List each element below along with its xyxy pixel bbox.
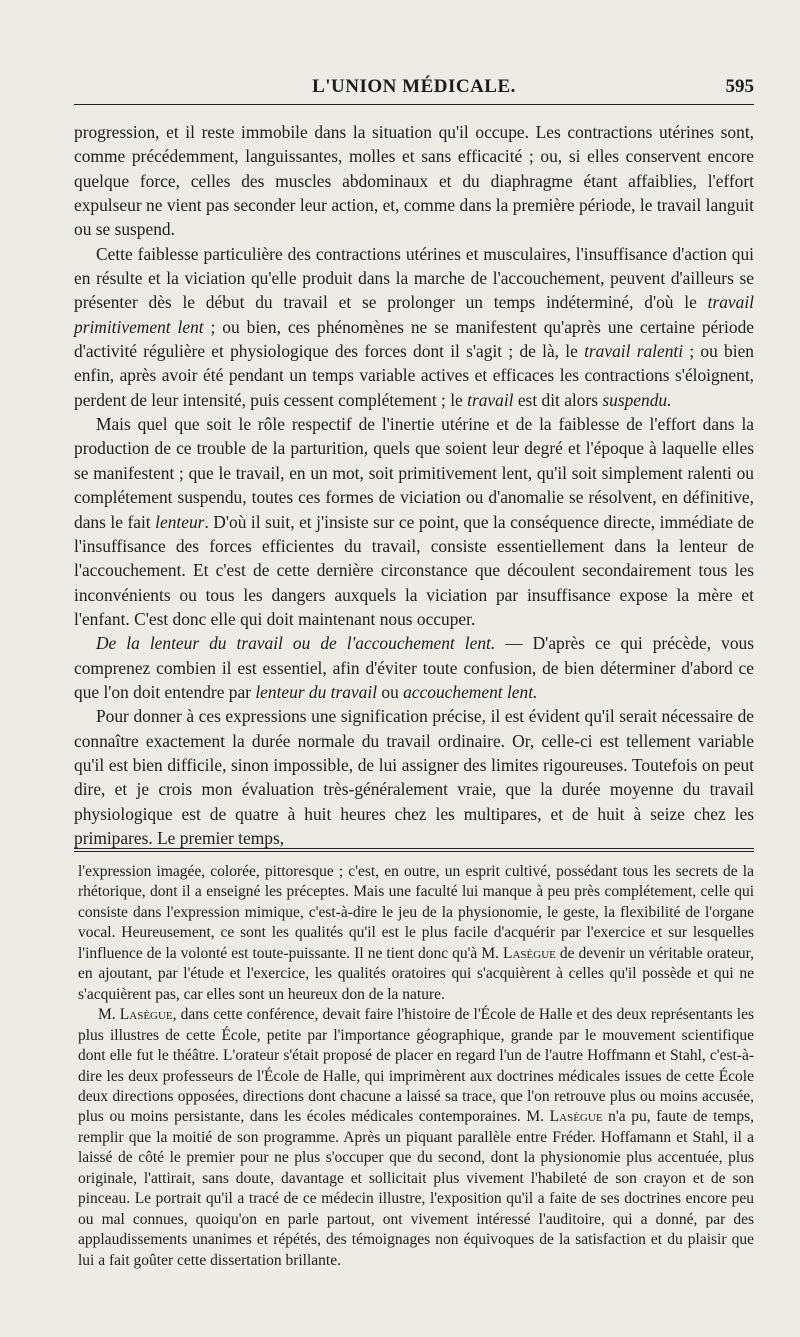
paragraph-5: Pour donner à ces expressions une signification précise, il est évident qu'il serait nécessaire de connaître exactement la durée normale du travail ordinaire. Or, celle-ci est tellement variable qu'il est bien difficile, sinon impossible, de lui assigner des limites rigoureuses. Toutefois on peut dire, et je crois mon évaluation très-généralement vraie, que la durée moyenne du travail physiologique est de quatre à huit heures chez les multipares, et de huit à seize chez les primipares. Le premier temps,: [74, 706, 754, 848]
paragraph-3: Mais quel que soit le rôle respectif de l'inertie utérine et de la faiblesse de l'effort dans la production de ce trouble de la parturition, quels que soient leur degré et l'époque à laquelle elles se manifestent ; que le travail, en un mot, soit primitivement lent, qu'il soit simplement ralenti ou complétement suspendu, toutes ces formes de viciation ou d'anomalie se résolvent, en définitive, dans le fait lenteur. D'où il suit, et j'insiste sur ce point, que la conséquence directe, immédiate de l'insuffisance des forces efficientes du travail, consiste essentiellement dans la lenteur de l'accouchement. Et c'est de cette dernière circonstance que découlent secondairement tous les inconvénients ou tous les dangers auxquels la viciation par insuffisance expose la mère et l'enfant. C'est donc elle qui doit maintenant nous occuper.: [74, 414, 754, 629]
paragraph-2: Cette faiblesse particulière des contractions utérines et musculaires, l'insuffisance d'action qui en résulte et la viciation qu'elle produit dans la marche de l'accouchement, peuvent d'ailleurs se présenter dès le début du travail et se prolonger un temps indéterminé, d'où le travail primitivement lent ; ou bien, ces phénomènes ne se manifestent qu'après une certaine période d'activité régulière et physiologique des forces dont il s'agit ; de là, le travail ralenti ; ou bien enfin, après avoir été pendant un temps variable actives et efficaces les contractions s'éloignent, perdent de leur intensité, puis cessent complétement ; le travail est dit alors suspendu.: [74, 243, 754, 410]
running-header: [74, 76, 754, 104]
page-number: 595: [725, 76, 754, 97]
main-article-text: [74, 120, 754, 850]
emphasis-lenteur: lenteur: [155, 511, 205, 532]
emphasis-accouchement-lent: accouchement lent.: [403, 681, 538, 702]
journal-title: L'UNION MÉDICALE.: [312, 76, 516, 97]
feuilleton-text: [78, 862, 754, 1271]
author-name: M. Lasègue: [526, 1108, 603, 1126]
section-heading: De la lenteur du travail ou de l'accouchement lent.: [96, 633, 496, 654]
feuilleton-paragraph-2: M. Lasègue, dans cette conférence, devait faire l'histoire de l'École de Halle et des deux représentants les plus illustres de cette École, petite par l'importance géographique, grande par le mouvement scientifique dont elle fut le théâtre. L'orateur s'était proposé de placer en regard l'un de l'autre Hoffmann et Stahl, c'est-à-dire les deux professeurs de l'École de Halle, qui imprimèrent aux doctrines médicales issues de cette École deux directions opposées, directions dont chacune a laissé sa trace, que l'on retrouve plus ou moins accusée, plus ou moins persistante, dans les écoles médicales contemporaines. M. Lasègue n'a pu, faute de temps, remplir que la moitié de son programme. Après un piquant parallèle entre Fréder. Hoffamann et Stahl, il a laissé de côté le premier pour ne plus s'occuper que du second, dont la physionomie plus accentuée, plus originale, l'attirait, sans doute, davantage et sollicitait plus vivement l'habileté de son crayon et de son pinceau. Le portrait qu'il a tracé de ce médecin illustre, l'exposition qu'il a faite de ses doctrines encore peu ou mal connues, quoiqu'on en parle partout, ont vivement intéressé l'auditoire, qui a donné, par des applaudissements unanimes et répétés, des témoignages non équivoques de la satisfaction et du plaisir que lui a fait goûter cette dissertation brillante.: [78, 1006, 754, 1269]
emphasis-lenteur-du-travail: lenteur du travail: [255, 681, 378, 702]
author-name: M. Lasègue: [481, 944, 556, 962]
emphasis-suspendu: suspendu.: [602, 389, 672, 410]
emphasis-travail-ralenti: travail ralenti: [584, 341, 684, 362]
header-rule: [74, 104, 754, 105]
paragraph-1: progression, et il reste immobile dans la situation qu'il occupe. Les contractions utérines sont, comme précédemment, languissantes, molles et sans efficacité ; ou, si elles conservent encore quelque force, celles des muscles abdominaux et du diaphragme étant affaiblies, l'effort expulseur ne vient pas seconder leur action, et, comme dans la première période, le travail languit ou se suspend.: [74, 122, 754, 240]
feuilleton-rule: [74, 848, 754, 852]
paragraph-4: De la lenteur du travail ou de l'accouchement lent. — D'après ce qui précède, vous comprenez combien il est essentiel, afin d'éviter toute confusion, de bien déterminer d'abord ce que l'on doit entendre par lenteur du travail ou accouchement lent.: [74, 633, 754, 702]
feuilleton-paragraph-1: l'expression imagée, colorée, pittoresque ; c'est, en outre, un esprit cultivé, possédant tous les secrets de la rhétorique, dont il a enseigné les préceptes. Mais une faculté lui manque à peu près complétement, celle qui consiste dans l'expression mimique, c'est-à-dire le jeu de la physionomie, le geste, la flexibilité de l'organe vocal. Heureusement, ce sont les qualités qu'il est le plus facile d'acquérir par l'exercice et sur lesquelles l'influence de la volonté est toute-puissante. Il ne tient donc qu'à M. Lasègue de devenir un véritable orateur, en ajoutant, par l'étude et l'exercice, les qualités oratoires qui s'acquièrent à celles qu'il possède et qui ne s'acquièrent pas, car elles sont un heureux don de la nature.: [78, 863, 754, 1003]
emphasis-travail-primitivement-lent: travail primitivement lent: [74, 292, 754, 337]
author-name: M. Lasègue: [98, 1006, 173, 1024]
emphasis-travail: travail: [467, 389, 514, 410]
